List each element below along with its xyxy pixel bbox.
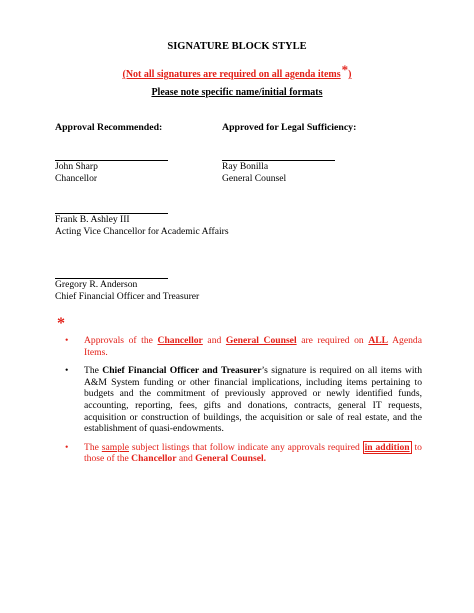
bullet-icon: • — [65, 335, 69, 346]
legal-sufficiency-heading: Approved for Legal Sufficiency: — [222, 122, 357, 133]
bullet-icon: • — [65, 365, 69, 377]
signatory-name: Frank B. Ashley III — [55, 214, 130, 225]
format-note: Please note specific name/initial formats — [151, 87, 323, 98]
emphasis-all: ALL — [368, 335, 389, 346]
signatory-title: General Counsel — [222, 172, 287, 184]
text-run: and — [176, 453, 196, 465]
emphasis-chancellor: Chancellor — [157, 335, 203, 346]
emphasis-cfo: Chief Financial Officer and Treasurer — [102, 365, 262, 377]
list-item — [50, 365, 422, 435]
subtitle — [0, 64, 474, 81]
emphasis-in-addition: in addition — [364, 441, 410, 453]
signatory-title: Chief Financial Officer and Treasurer — [55, 290, 200, 302]
emphasis-sample: sample — [101, 441, 129, 453]
signature-block-bonilla — [222, 161, 286, 184]
signature-block-anderson — [55, 279, 199, 302]
subtitle-star: * — [341, 62, 349, 77]
signatory-title: Chancellor — [55, 172, 98, 184]
subtitle-close: ) — [348, 69, 352, 80]
subtitle-text: (Not all signatures are required on all agenda items — [122, 69, 341, 80]
list-item — [50, 442, 422, 465]
approval-recommended-heading: Approval Recommended: — [55, 122, 163, 133]
signature-block-sharp — [55, 161, 98, 184]
text-run: subject listings that follow indicate any approvals required — [128, 441, 363, 453]
signatory-name: Ray Bonilla — [222, 161, 269, 172]
text-run: are required on — [296, 335, 369, 346]
text-run: Approvals of the — [84, 335, 158, 346]
signature-block-ashley — [55, 214, 229, 237]
text-run: to those of the — [84, 441, 422, 465]
text-run: ’s signature is required on all items with A&M System funding or other financial implications, including items pertaining to budgets and the commitment of previously approved or newly identified funds, accounting, reporting, fees, gifts and donations, contracts, general IT requests, acquisition or construction of buildings, the acquisition or sale of real estate, and the establishment of quasi-endowments. — [84, 365, 422, 435]
text-run: The — [84, 441, 102, 453]
requirements-list — [50, 335, 422, 472]
footnote-star-icon: * — [57, 315, 65, 332]
list-item — [50, 335, 422, 358]
page-title: SIGNATURE BLOCK STYLE — [167, 41, 307, 52]
signatory-name: John Sharp — [55, 161, 98, 172]
emphasis-general-counsel: General Counsel. — [195, 453, 267, 465]
signatory-title: Acting Vice Chancellor for Academic Affairs — [55, 225, 229, 237]
text-run: and — [202, 335, 226, 346]
bullet-icon: • — [65, 441, 69, 453]
text-run: The — [84, 365, 103, 377]
text-run: Agenda Items. — [84, 335, 422, 358]
signatory-name: Gregory R. Anderson — [55, 279, 138, 290]
emphasis-general-counsel: General Counsel — [225, 335, 297, 346]
emphasis-chancellor: Chancellor — [131, 453, 177, 465]
